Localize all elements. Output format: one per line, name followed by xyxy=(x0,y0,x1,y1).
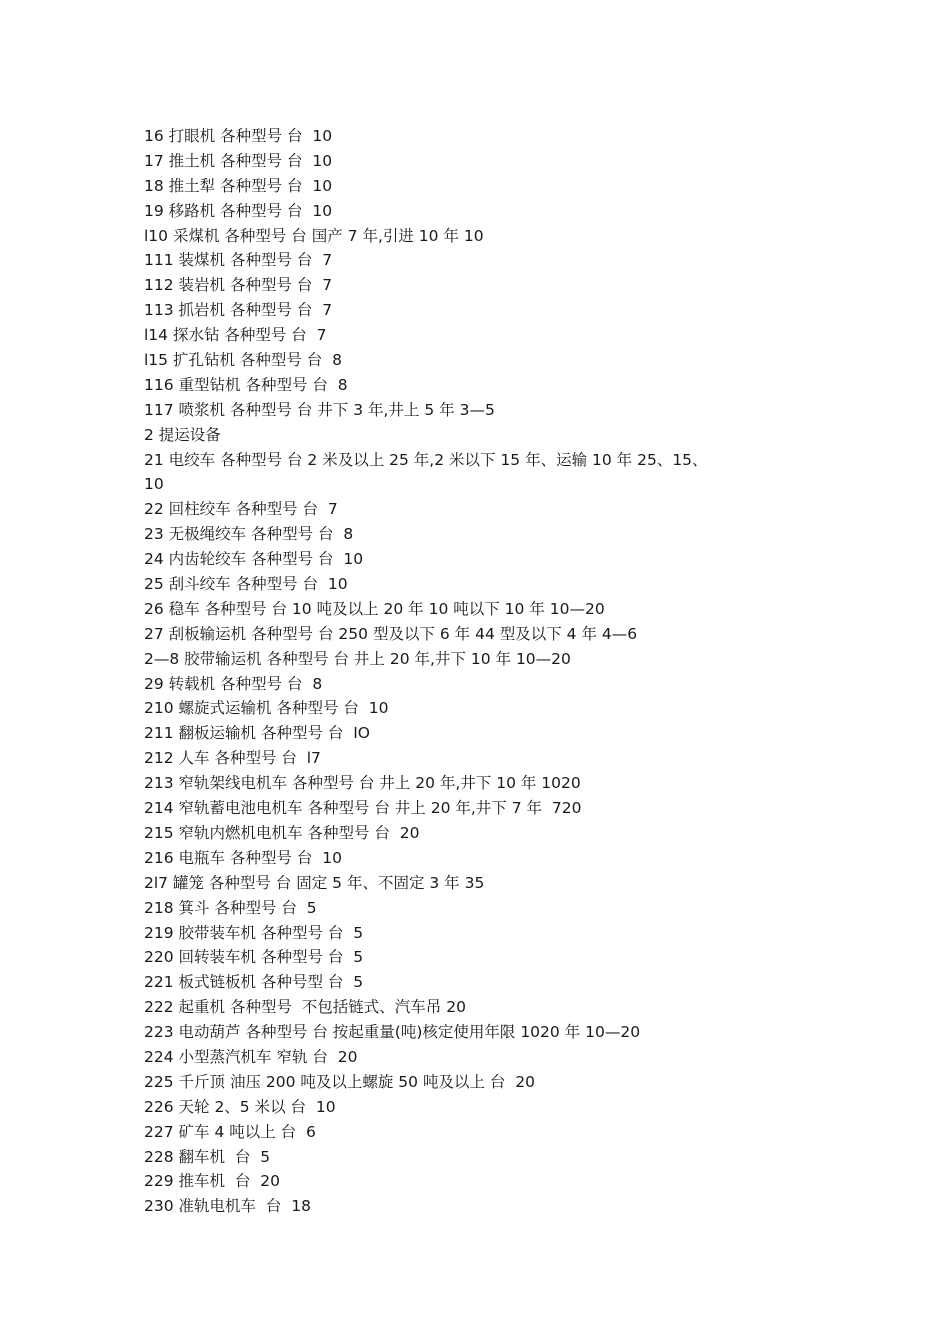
document-line: 2l7 罐笼 各种型号 台 固定 5 年、不固定 3 年 35 xyxy=(144,873,485,892)
document-line: 24 内齿轮绞车 各种型号 台 10 xyxy=(144,550,364,569)
document-line: 23 无极绳绞车 各种型号 台 8 xyxy=(144,525,354,544)
document-line: 214 窄轨蓄电池电机车 各种型号 台 井上 20 年,井下 7 年 720 xyxy=(144,799,582,818)
document-line: 219 胶带装车机 各种型号 台 5 xyxy=(144,923,364,942)
document-line: 117 喷浆机 各种型号 台 井下 3 年,井上 5 年 3—5 xyxy=(144,400,495,419)
document-line: 112 装岩机 各种型号 台 7 xyxy=(144,276,333,295)
document-line: 226 天轮 2、5 米以 台 10 xyxy=(144,1097,336,1116)
document-line: 111 装煤机 各种型号 台 7 xyxy=(144,251,333,270)
document-line: 216 电瓶车 各种型号 台 10 xyxy=(144,848,342,867)
document-line: 19 移路机 各种型号 台 10 xyxy=(144,201,333,220)
document-line: 227 矿车 4 吨以上 台 6 xyxy=(144,1122,316,1141)
document-line: l10 采煤机 各种型号 台 国产 7 年,引进 10 年 10 xyxy=(144,226,484,245)
document-line: 228 翻车机 台 5 xyxy=(144,1147,271,1166)
document-line: 26 稳车 各种型号 台 10 吨及以上 20 年 10 吨以下 10 年 10—20 xyxy=(144,599,605,618)
document-line: 229 推车机 台 20 xyxy=(144,1172,280,1191)
document-line: 230 准轨电机车 台 18 xyxy=(144,1197,311,1216)
document-line: 220 回转装车机 各种型号 台 5 xyxy=(144,948,364,967)
document-line: 17 推土机 各种型号 台 10 xyxy=(144,151,333,170)
document-line: 2 提运设备 xyxy=(144,425,221,444)
document-line: 16 打眼机 各种型号 台 10 xyxy=(144,127,333,145)
document-line: 10 xyxy=(144,475,164,494)
document-line: 212 人车 各种型号 台 l7 xyxy=(144,749,321,768)
document-line: 211 翻板运输机 各种型号 台 IO xyxy=(144,724,370,743)
document-line: 2—8 胶带输运机 各种型号 台 井上 20 年,井下 10 年 10—20 xyxy=(144,649,571,668)
document-line: 224 小型蒸汽机车 窄轨 台 20 xyxy=(144,1047,358,1066)
document-line: 18 推土犁 各种型号 台 10 xyxy=(144,176,333,195)
equipment-list xyxy=(144,124,864,1219)
document-line: 116 重型钻机 各种型号 台 8 xyxy=(144,375,348,394)
document-line: 27 刮板输运机 各种型号 台 250 型及以下 6 年 44 型及以下 4 年 4—6 xyxy=(144,624,638,643)
document-line: 210 螺旋式运输机 各种型号 台 10 xyxy=(144,699,389,718)
document-line: 22 回柱绞车 各种型号 台 7 xyxy=(144,500,338,519)
document-line: 225 千斤顶 油压 200 吨及以上螺旋 50 吨及以上 台 20 xyxy=(144,1072,535,1091)
document-line: 213 窄轨架线电机车 各种型号 台 井上 20 年,井下 10 年 1020 xyxy=(144,774,581,793)
document-line: l15 扩孔钻机 各种型号 台 8 xyxy=(144,351,343,370)
document-line: 113 抓岩机 各种型号 台 7 xyxy=(144,301,333,320)
document-line: 223 电动葫芦 各种型号 台 按起重量(吨)核定使用年限 1020 年 10—20 xyxy=(144,1023,641,1042)
document-line: 25 刮斗绞车 各种型号 台 10 xyxy=(144,575,348,594)
document-line: l14 探水钻 各种型号 台 7 xyxy=(144,326,327,345)
document-line: 222 起重机 各种型号 不包括链式、汽车吊 20 xyxy=(144,998,466,1017)
document-line: 29 转载机 各种型号 台 8 xyxy=(144,674,323,693)
document-line: 218 箕斗 各种型号 台 5 xyxy=(144,898,317,917)
document-line: 21 电绞车 各种型号 台 2 米及以上 25 年,2 米以下 15 年、运输 10 年 25、15、 xyxy=(144,450,708,469)
document-line: 221 板式链板机 各种号型 台 5 xyxy=(144,973,364,992)
document-line: 215 窄轨内燃机电机车 各种型号 台 20 xyxy=(144,823,420,842)
